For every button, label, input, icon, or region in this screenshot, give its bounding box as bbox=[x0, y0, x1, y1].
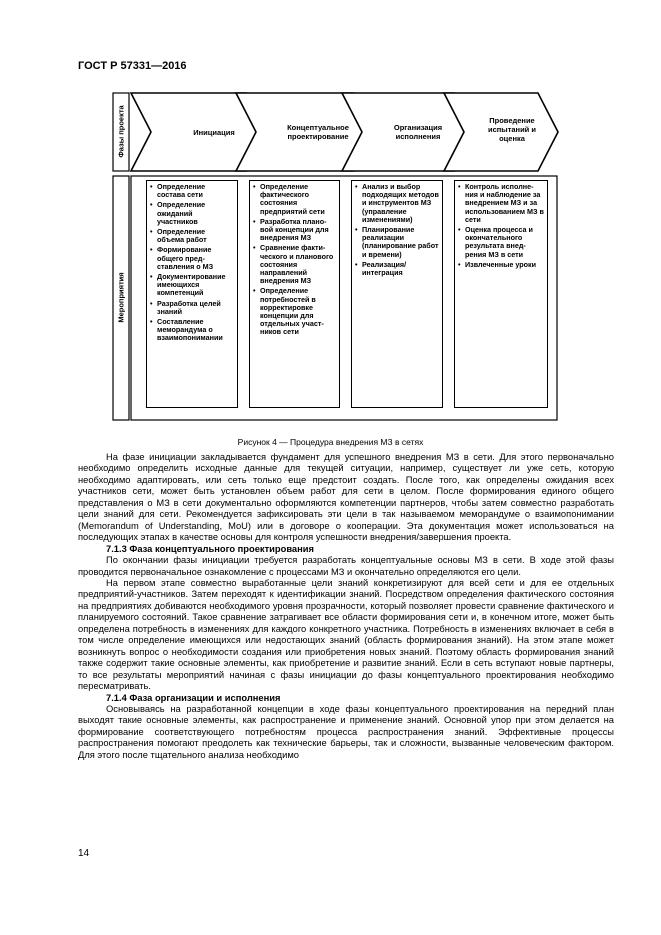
document-header: ГОСТ Р 57331—2016 bbox=[78, 60, 187, 72]
section-heading: 7.1.3 Фаза концептуального проектирования bbox=[106, 543, 314, 554]
activity-item: • Разработка плановой концепции для внедрения МЗ bbox=[253, 218, 336, 243]
row-label-phases: Фазы проекта bbox=[116, 105, 126, 158]
body-text bbox=[78, 452, 614, 761]
section-heading: 7.1.4 Фаза организации и исполнения bbox=[106, 692, 281, 703]
activity-item: • Реализация/ интеграция bbox=[355, 261, 439, 277]
activity-column-2 bbox=[249, 180, 340, 408]
activity-item: • Сравнение фактического и планового состояния направлений внедрения МЗ bbox=[253, 244, 336, 285]
activity-item: • Планирование реализации (планирование работ и времени) bbox=[355, 226, 439, 259]
activity-item: • Определение потребностей в корректировке концепции для отдельных участников сети bbox=[253, 287, 336, 336]
activity-item: • Определение фактического состояния предприятий сети bbox=[253, 183, 336, 216]
phase-title-1: Инициация bbox=[193, 128, 235, 137]
activity-column-3 bbox=[351, 180, 443, 408]
phase-title-3: Организация исполнения bbox=[393, 123, 443, 141]
activity-item: • Контроль исполнения и наблюдение за внедрением МЗ и за использованием МЗ в сети bbox=[458, 183, 544, 224]
activity-item: • Оценка процесса и окончательного результата внедрения МЗ в сети bbox=[458, 226, 544, 259]
activity-item: • Формирование общего представления о МЗ bbox=[150, 246, 234, 271]
activity-column-1 bbox=[146, 180, 238, 408]
paragraph: На фазе инициации закладывается фундамент для успешного внедрения МЗ в сети. Для этого первоначально необходимо определить исходные данные для текущей ситуации, например, существует ли уже сеть, которую необходимо адаптировать, или сеть только еще предстоит создать. После того, как определены ожидания всех участников сети, может быть установлен объем работ для сети в целом. После формирования единого общего представления о МЗ в сети документально оформляются компетенции партнеров, чтобы затем совместно разработать цели знаний для сети. Рекомендуется зафиксировать эти цели в так называемом меморандуме о взаимопонимании (Memorandum of Understanding, MoU) или в договоре о кооперации. Эта документация может использоваться на последующих этапах в качестве основы для контроля успешности внедрения/завершения проекта. bbox=[78, 452, 614, 543]
activity-item: • Анализ и выбор подходящих методов и инструментов МЗ (управление изменениями) bbox=[355, 183, 439, 224]
paragraph: На первом этапе совместно выработанные цели знаний конкретизируют для всей сети и для ее отдельных предприятий-участников. Затем переходят к идентификации знаний. Посредством определения фактического состояния на предприятиях добиваются необходимого уровня прозрачности, который позволяет провести сравнение фактического и планируемого состояний. Такое сравнение затрагивает все области формирования сети и, в конечном итоге, может быть определена потребность в изменениях для каждого конкретного участника. Потребность в изменениях включает в себя в том числе определение имеющихся или недостающих знаний (область формирования знаний). На этом этапе может возникнуть вопрос о необходимости создания или приобретения новых знаний. Поэтому область формирования знаний также содержит такие основные элементы, как приобретение и развитие знаний. Если в сеть вступают новые партнеры, то все результаты мероприятий начиная с фазы инициации до фазы концептуального проектирования необходимо пересматривать. bbox=[78, 577, 614, 692]
activity-column-4 bbox=[454, 180, 548, 408]
activity-item: • Определение объема работ bbox=[150, 228, 234, 244]
process-figure bbox=[112, 88, 559, 433]
figure-caption: Рисунок 4 — Процедура внедрения МЗ в сетях bbox=[237, 437, 424, 447]
activity-item: • Разработка целей знаний bbox=[150, 300, 234, 316]
phase-title-4: Проведение испытаний и оценка bbox=[487, 116, 536, 143]
phase-title-2: Концептуальное проектирование bbox=[287, 123, 349, 141]
activity-item: • Составление меморандума о взаимопонимании bbox=[150, 318, 234, 343]
activity-item: • Определение ожиданий участников bbox=[150, 201, 234, 226]
paragraph: Основываясь на разработанной концепции в ходе фазы концептуального проектирования на передний план выходят такие основные элементы, как распространение и применение знаний. Основной упор при этом делается на формирование соответствующего потребностям процесса распространения знаний. Эффективные процессы распространения помогают преодолеть как технические барьеры, так и сложности, вызванные человеческим фактором. Для этого после тщательного анализа необходимо bbox=[78, 703, 614, 760]
activity-item: • Определение состава сети bbox=[150, 183, 234, 199]
row-label-activities: Мероприятия bbox=[116, 272, 126, 323]
activity-item: • Извлеченные уроки bbox=[458, 261, 544, 269]
activity-item: • Документирование имеющихся компетенций bbox=[150, 273, 234, 298]
paragraph: По окончании фазы инициации требуется разработать концептуальные основы МЗ в сети. В ходе этой фазы проводится первоначальное ознакомление с процессами МЗ и окончательно определяются его цели. bbox=[78, 555, 614, 577]
page-number: 14 bbox=[78, 848, 90, 859]
